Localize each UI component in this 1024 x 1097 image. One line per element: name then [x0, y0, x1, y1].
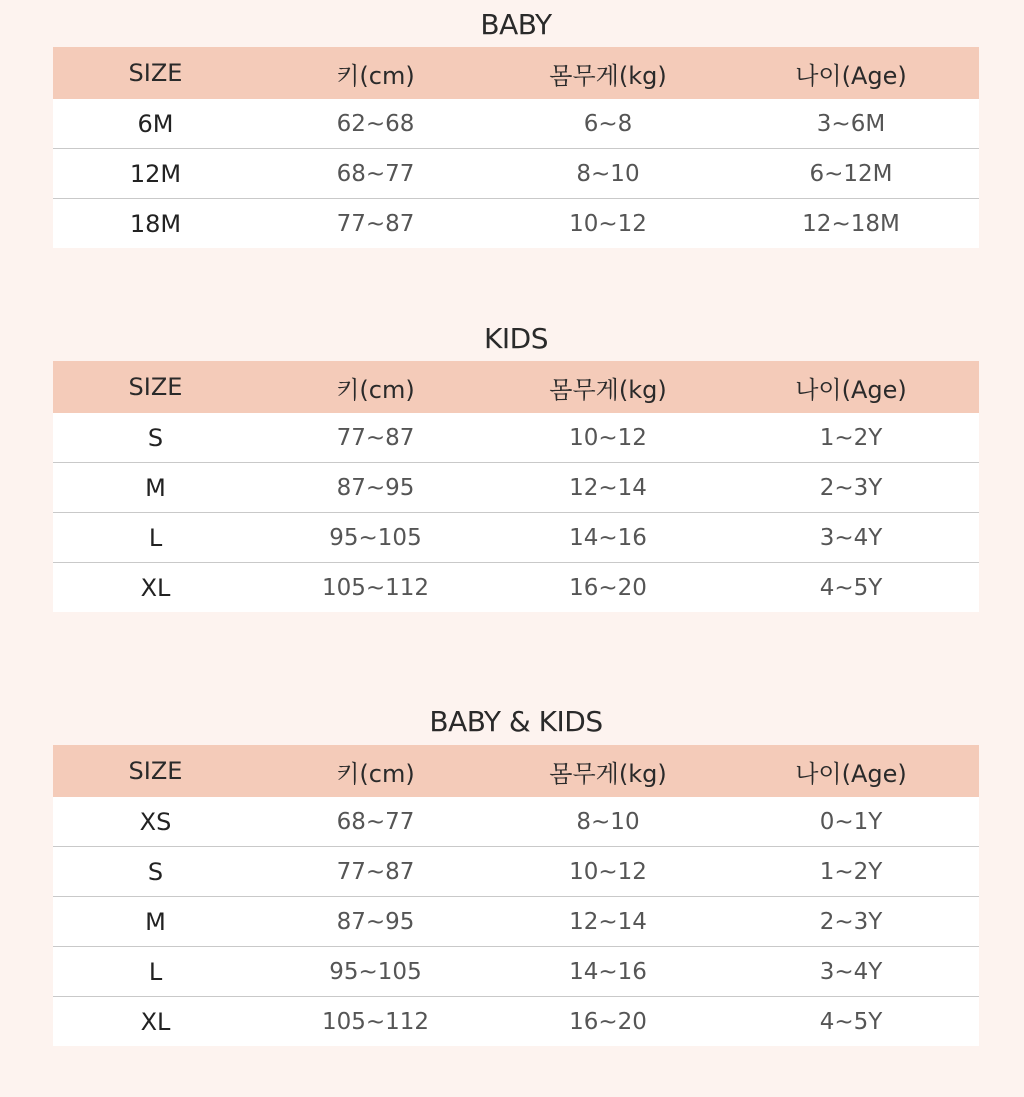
- section-title: BABY & KIDS: [429, 705, 603, 738]
- age-cell: 1~2Y: [723, 413, 979, 463]
- size-cell: S: [53, 413, 258, 463]
- weight-cell: 16~20: [569, 1008, 647, 1035]
- size-cell: L: [53, 947, 258, 997]
- table-header-row: [53, 361, 979, 413]
- size-cell: S: [53, 847, 258, 897]
- table-header-row: [53, 47, 979, 99]
- weight-cell: 14~16: [493, 513, 723, 563]
- size-cell: 18M: [129, 209, 182, 238]
- column-header-size: SIZE: [128, 757, 183, 785]
- weight-cell: 14~16: [493, 947, 723, 997]
- size-cell: XS: [53, 797, 258, 847]
- table-row: [53, 413, 979, 463]
- age-cell: 4~5Y: [819, 1008, 883, 1035]
- weight-cell: 10~12: [493, 413, 723, 463]
- table-row: [53, 513, 979, 563]
- table-row: [53, 897, 979, 947]
- column-header-height: 키(cm): [336, 759, 415, 788]
- weight-cell: 10~12: [493, 847, 723, 897]
- table-row: [53, 563, 979, 613]
- age-cell: 2~3Y: [723, 897, 979, 947]
- weight-cell: 16~20: [569, 574, 647, 601]
- table-row: [53, 149, 979, 199]
- height-cell: 68~77: [258, 149, 493, 199]
- table-row: [53, 797, 979, 847]
- column-header-weight: 몸무게(kg): [549, 759, 667, 788]
- weight-cell: 8~10: [493, 149, 723, 199]
- table-row: [53, 99, 979, 149]
- size-cell: 6M: [53, 99, 258, 149]
- age-cell: 6~12M: [723, 149, 979, 199]
- size-cell: M: [53, 897, 258, 947]
- weight-cell: 8~10: [493, 797, 723, 847]
- size-table: [53, 47, 979, 248]
- table-row: [53, 463, 979, 513]
- table-header-row: [53, 745, 979, 797]
- weight-cell: 6~8: [493, 99, 723, 149]
- table-row: [53, 947, 979, 997]
- age-cell: 1~2Y: [723, 847, 979, 897]
- height-cell: 105~112: [321, 1008, 430, 1035]
- column-header-age: 나이(Age): [795, 61, 907, 90]
- age-cell: 12~18M: [802, 210, 900, 237]
- column-header-weight: 몸무게(kg): [549, 61, 667, 90]
- size-cell: L: [53, 513, 258, 563]
- size-table: [53, 361, 979, 612]
- height-cell: 105~112: [321, 574, 430, 601]
- height-cell: 95~105: [258, 513, 493, 563]
- weight-cell: 12~14: [493, 897, 723, 947]
- age-cell: 4~5Y: [819, 574, 883, 601]
- column-header-weight: 몸무게(kg): [549, 375, 667, 404]
- column-header-size: SIZE: [128, 59, 183, 87]
- size-cell: XL: [140, 1007, 171, 1036]
- age-cell: 3~4Y: [723, 947, 979, 997]
- size-table: [53, 745, 979, 1046]
- column-header-height: 키(cm): [336, 375, 415, 404]
- section-title: KIDS: [484, 322, 548, 355]
- size-cell: XL: [140, 573, 171, 602]
- age-cell: 3~4Y: [723, 513, 979, 563]
- height-cell: 68~77: [258, 797, 493, 847]
- height-cell: 87~95: [258, 463, 493, 513]
- age-cell: 2~3Y: [723, 463, 979, 513]
- table-row: [53, 847, 979, 897]
- column-header-age: 나이(Age): [795, 759, 907, 788]
- age-cell: 0~1Y: [723, 797, 979, 847]
- column-header-height: 키(cm): [336, 61, 415, 90]
- column-header-size: SIZE: [128, 373, 183, 401]
- height-cell: 77~87: [258, 413, 493, 463]
- age-cell: 3~6M: [723, 99, 979, 149]
- height-cell: 77~87: [258, 847, 493, 897]
- weight-cell: 10~12: [569, 210, 647, 237]
- table-row: [53, 199, 979, 249]
- column-header-age: 나이(Age): [795, 375, 907, 404]
- height-cell: 77~87: [336, 210, 415, 237]
- size-cell: M: [53, 463, 258, 513]
- height-cell: 62~68: [258, 99, 493, 149]
- height-cell: 87~95: [258, 897, 493, 947]
- weight-cell: 12~14: [493, 463, 723, 513]
- section-title: BABY: [480, 8, 552, 41]
- height-cell: 95~105: [258, 947, 493, 997]
- table-row: [53, 997, 979, 1047]
- size-cell: 12M: [53, 149, 258, 199]
